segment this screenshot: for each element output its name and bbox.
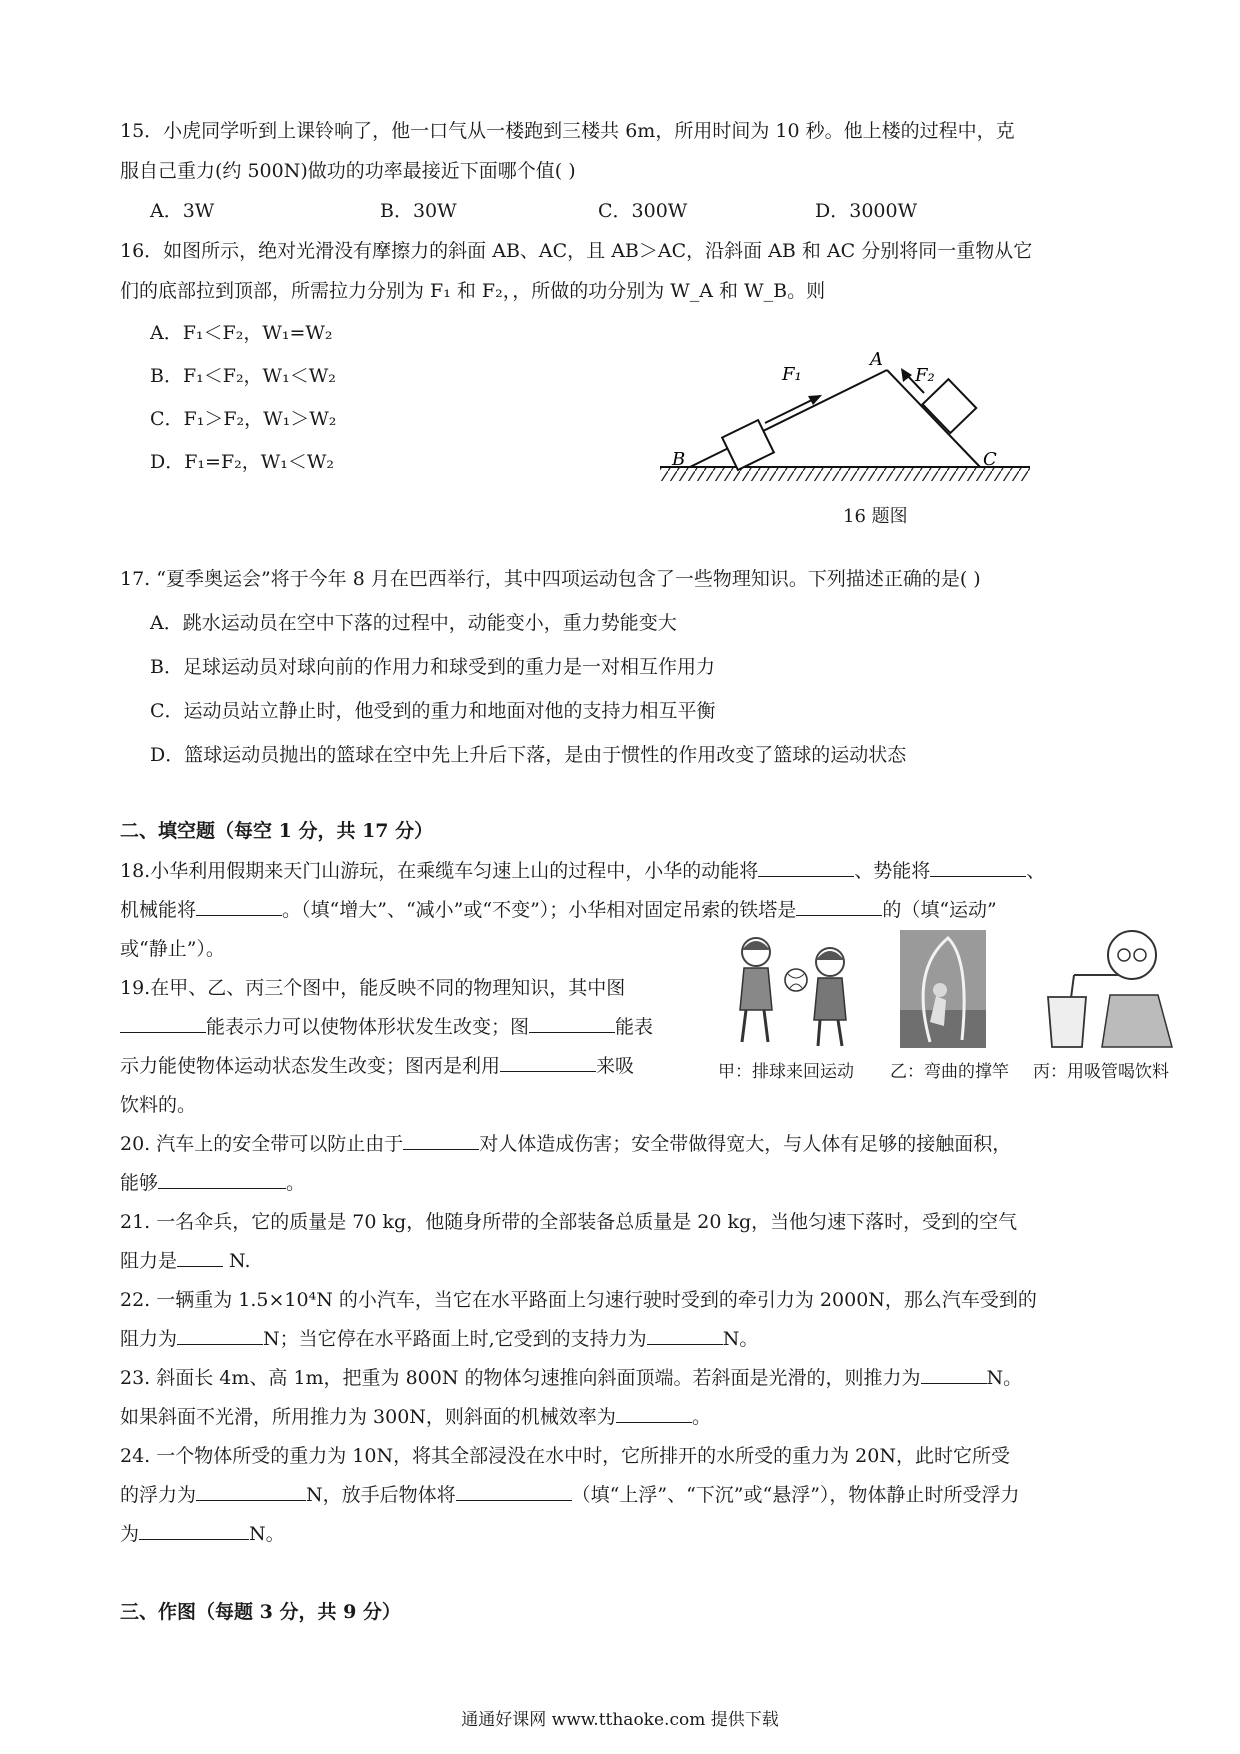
label-f2: F₂ [915,365,935,386]
q16-option-d: D．F₁=F₂，W₁＜W₂ [150,451,335,473]
caption-bing: 丙：用吸管喝饮料 [1033,1062,1169,1082]
q17-option-d: D．篮球运动员抛出的篮球在空中先上升后下落，是由于惯性的作用改变了篮球的运动状态 [150,744,907,766]
q19-line2: 能表示力可以使物体形状发生改变；图 能表 [120,1014,653,1040]
block-on-ab [722,420,774,470]
q24-blank-1 [196,1482,306,1501]
q23-blank-2 [616,1404,692,1423]
q23-line2: 如果斜面不光滑，所用推力为 300N，则斜面的机械效率为 。 [120,1406,711,1428]
q24-line1: 24. 一个物体所受的重力为 10N，将其全部浸没在水中时，它所排开的水所受的重力为 20N，此时它所受 [120,1445,1010,1467]
q18-line3: 或“静止”）。 [120,938,225,960]
q17-option-b: B．足球运动员对球向前的作用力和球受到的重力是一对相互作用力 [150,656,715,678]
q15-line1: 15．小虎同学听到上课铃响了，他一口气从一楼跑到三楼共 6m，所用时间为 10 秒。他上楼的过程中，克 [120,120,1015,142]
q18-line2: 机械能将 。（填“增大”、“减小”或“不变”）；小华相对固定吊索的铁塔是 的（填“运动” [120,899,997,921]
q15-line2: 服自己重力(约 500N)做功的功率最接近下面哪个值( ) [120,160,576,182]
q22-blank-1 [177,1326,263,1345]
q21-line2: 阻力是 N. [120,1250,251,1272]
q24-blank-2 [456,1482,572,1501]
q17-option-c: C．运动员站立静止时，他受到的重力和地面对他的支持力相互平衡 [150,700,716,722]
q24-line2: 的浮力为 N，放手后物体将 （填“上浮”、“下沉”或“悬浮”），物体静止时所受浮力 [120,1484,1020,1506]
q19-blank-2 [529,1014,615,1033]
q20-blank-1 [403,1131,479,1150]
q23-blank-1 [921,1365,987,1384]
q20-line2: 能够 。 [120,1172,306,1194]
q18-blank-4 [796,897,882,916]
q16-option-a: A．F₁＜F₂，W₁=W₂ [150,322,333,344]
pole-vault-image [900,930,986,1048]
section2-heading: 二、填空题（每空 1 分，共 17 分） [120,820,434,842]
label-f1: F₁ [782,364,802,385]
q15-option-a: A．3W [150,200,215,222]
q20-blank-2 [158,1170,286,1189]
section3-heading: 三、作图（每题 3 分，共 9 分） [120,1601,401,1623]
q16-line1: 16．如图所示，绝对光滑没有摩擦力的斜面 AB、AC，且 AB＞AC，沿斜面 AB 和 AC 分别将同一重物从它 [120,240,1033,262]
q19-blank-1 [120,1014,206,1033]
volleyball-girls-image [718,930,858,1050]
ground-hatch [660,467,1030,481]
label-b: B [672,449,686,470]
q17-line1: 17. “夏季奥运会”将于今年 8 月在巴西举行，其中四项运动包含了一些物理知识。下列描述正确的是( ) [120,568,981,590]
q17-option-a: A．跳水运动员在空中下落的过程中，动能变小，重力势能变大 [150,612,677,634]
q15-option-b: B．30W [380,200,457,222]
q19-blank-3 [500,1053,596,1072]
q24-line3: 为 N。 [120,1523,285,1545]
incline-diagram [650,345,1050,485]
figure16-caption: 16 题图 [843,506,908,527]
force-f1-arrow [765,397,818,423]
q16-option-b: B．F₁＜F₂，W₁＜W₂ [150,365,336,387]
q16-option-c: C．F₁＞F₂，W₁＞W₂ [150,408,337,430]
q23-line1: 23. 斜面长 4m、高 1m，把重为 800N 的物体匀速推向斜面顶端。若斜面是光滑的，则推力为 N。 [120,1367,1023,1389]
q19-line4: 饮料的。 [120,1094,197,1116]
q22-line2: 阻力为 N；当它停在水平路面上时,它受到的支持力为 N。 [120,1328,759,1350]
drinking-straw-image [1040,925,1180,1050]
q20-line1: 20. 汽车上的安全带可以防止由于 对人体造成伤害；安全带做得宽大，与人体有足够的接触面积， [120,1133,1012,1155]
q24-blank-3 [139,1521,249,1540]
caption-jia: 甲：排球来回运动 [718,1062,854,1082]
q21-line1: 21. 一名伞兵，它的质量是 70 kg，他随身所带的全部装备总质量是 20 kg，当他匀速下落时，受到的空气 [120,1211,1018,1233]
q18-blank-2 [930,858,1026,877]
q15-option-d: D．3000W [815,200,918,222]
q18-blank-3 [196,897,282,916]
q18-line1: 18.小华利用假期来天门山游玩，在乘缆车匀速上山的过程中，小华的动能将 、势能将 、 [120,860,1046,882]
q15-option-c: C．300W [598,200,688,222]
q21-blank-1 [177,1248,223,1267]
label-c: C [983,449,997,470]
block-on-ac [923,379,977,433]
q19-line3: 示力能使物体运动状态发生改变；图丙是利用 来吸 [120,1055,635,1077]
q22-blank-2 [647,1326,723,1345]
q16-line2: 们的底部拉到顶部，所需拉力分别为 F₁ 和 F₂，，所做的功分别为 W_A 和 W_B。则 [120,280,826,302]
caption-yi: 乙：弯曲的撑竿 [890,1062,1009,1082]
page-footer: 通通好课网 www.tthaoke.com 提供下载 [461,1710,779,1730]
label-a: A [870,349,883,370]
q19-line1: 19.在甲、乙、丙三个图中，能反映不同的物理知识，其中图 [120,977,626,999]
q18-blank-1 [758,858,854,877]
q22-line1: 22. 一辆重为 1.5×10⁴N 的小汽车，当它在水平路面上匀速行驶时受到的牵引力为 2000N，那么汽车受到的 [120,1289,1037,1311]
